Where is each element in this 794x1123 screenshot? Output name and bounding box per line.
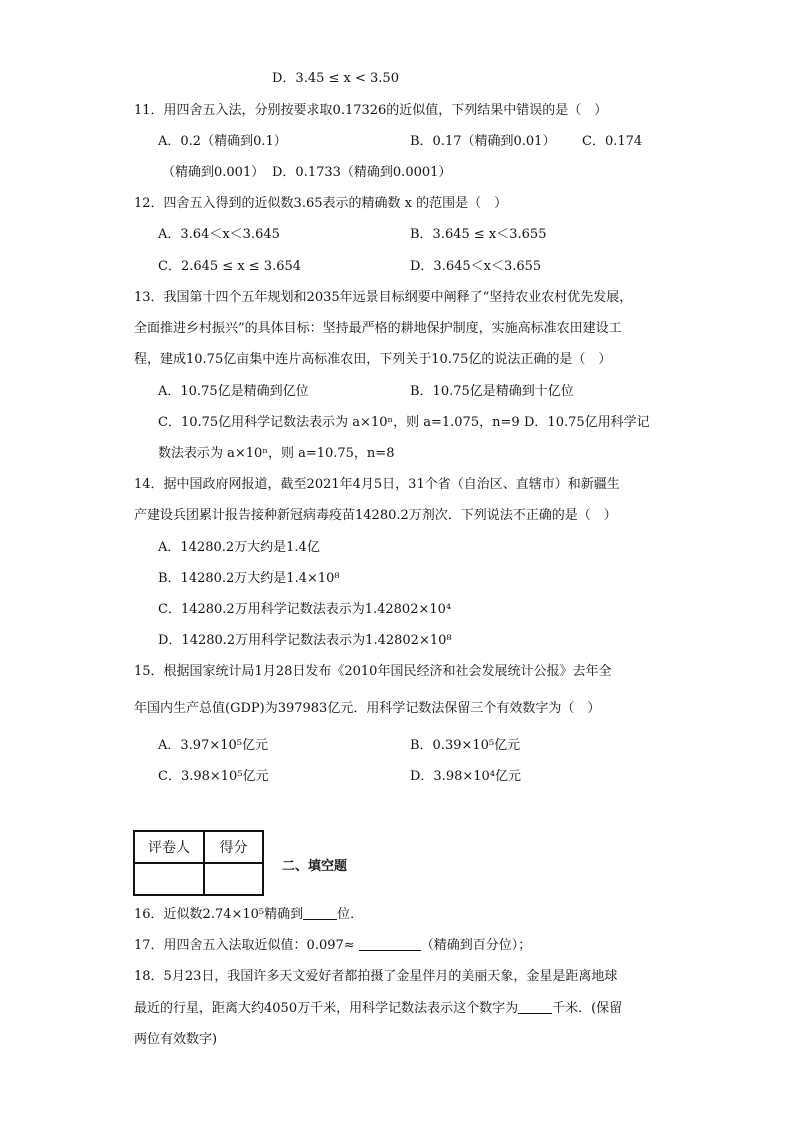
q11-option-d: D．0.1733（精确到0.0001）	[272, 165, 452, 180]
q12-option-d: D．3.645＜x＜3.655	[410, 259, 542, 274]
q15-option-b: B．0.39×10⁵亿元	[410, 738, 521, 753]
q14-stem-line1: 14．据中国政府网报道，截至2021年4月5日，31个省（自治区、直辖市）和新疆生	[134, 477, 620, 492]
q14-option-d: D．14280.2万用科学记数法表示为1.42802×10⁸	[158, 633, 452, 648]
q11-option-b: B．0.17（精确到0.01）	[410, 134, 556, 149]
q11-option-c-note: （精确到0.001）	[162, 165, 265, 180]
q12-stem: 12．四舍五入得到的近似数3.65表示的精确数 x 的范围是（ ）	[134, 196, 508, 211]
q13-stem-line1: 13．我国第十四个五年规划和2035年远景目标纲要中阐释了“坚持农业农村优先发展，	[134, 290, 633, 305]
q14-stem-line2: 产建设兵团累计报告接种新冠病毒疫苗14280.2万剂次．下列说法不正确的是（ ）	[134, 508, 617, 523]
q11-option-a: A．0.2（精确到0.1）	[158, 134, 287, 149]
score-header: 得分	[204, 831, 263, 863]
q15-option-a: A．3.97×10⁵亿元	[158, 738, 268, 753]
q15-stem-line2: 年国内生产总值(GDP)为397983亿元．用科学记数法保留三个有效数字为（ ）	[134, 701, 601, 716]
q18-stem-line3: 两位有效数字)	[134, 1032, 218, 1047]
q14-option-b: B．14280.2万大约是1.4×10⁸	[158, 571, 340, 586]
q15-option-d: D．3.98×10⁴亿元	[410, 769, 522, 784]
score-cell[interactable]	[204, 863, 263, 895]
q16-line	[134, 903, 363, 922]
q17-stem: 17．用四舍五入法取近似值：0.097≈	[134, 938, 355, 953]
q13-option-a: A．10.75亿是精确到亿位	[158, 384, 309, 399]
q16-tail: 位．	[337, 907, 364, 922]
q18-blank[interactable]	[518, 1001, 552, 1014]
reviewer-header: 评卷人	[134, 831, 204, 863]
q16-blank[interactable]	[303, 907, 337, 920]
q11-stem: 11．用四舍五入法，分别按要求取0.17326的近似值，下列结果中错误的是（ ）	[134, 103, 608, 118]
q13-option-d-cont: 数法表示为 a×10ⁿ，则 a=10.75，n=8	[158, 446, 395, 461]
q18-line2	[134, 997, 622, 1016]
grader-table	[133, 830, 264, 896]
q18-stem-line1: 18．5月23日，我国许多天文爱好者都拍摄了金星伴月的美丽天象，金星是距离地球	[134, 969, 618, 984]
q12-option-a: A．3.64＜x＜3.645	[158, 227, 280, 242]
q17-blank[interactable]	[359, 938, 421, 951]
q14-option-c: C．14280.2万用科学记数法表示为1.42802×10⁴	[158, 602, 452, 617]
q12-option-b: B．3.645 ≤ x＜3.655	[410, 227, 547, 242]
q13-stem-line2: 全面推进乡村振兴”的具体目标：坚持最严格的耕地保护制度，实施高标准农田建设工	[134, 321, 622, 336]
q13-option-d: D．10.75亿用科学记	[524, 415, 650, 430]
q15-stem-line1: 15．根据国家统计局1月28日发布《2010年国民经济和社会发展统计公报》去年全	[134, 664, 612, 679]
q10-option-d: D．3.45 ≤ x < 3.50	[272, 71, 399, 86]
q11-option-c: C．0.174	[582, 134, 643, 149]
q18-stem-line2: 最近的行星，距离大约4050万千米，用科学记数法表示这个数字为	[134, 1001, 519, 1016]
q14-option-a: A．14280.2万大约是1.4亿	[158, 540, 320, 555]
section-title: 二、填空题	[282, 859, 348, 874]
q13-option-b: B．10.75亿是精确到十亿位	[410, 384, 574, 399]
reviewer-cell[interactable]	[134, 863, 204, 895]
q15-option-c: C．3.98×10⁵亿元	[158, 769, 269, 784]
q13-stem-line3: 程，建成10.75亿亩集中连片高标准农田，下列关于10.75亿的说法正确的是（ ）	[134, 352, 612, 367]
q17-line	[134, 934, 531, 953]
q12-option-c: C．2.645 ≤ x ≤ 3.654	[158, 259, 302, 274]
q16-stem: 16．近似数2.74×10⁵精确到	[134, 907, 304, 922]
q18-tail: 千米．(保留	[552, 1001, 623, 1016]
q13-option-c: C．10.75亿用科学记数法表示为 a×10ⁿ，则 a=1.075，n=9	[158, 415, 520, 430]
q17-tail: （精确到百分位）；	[420, 938, 532, 953]
